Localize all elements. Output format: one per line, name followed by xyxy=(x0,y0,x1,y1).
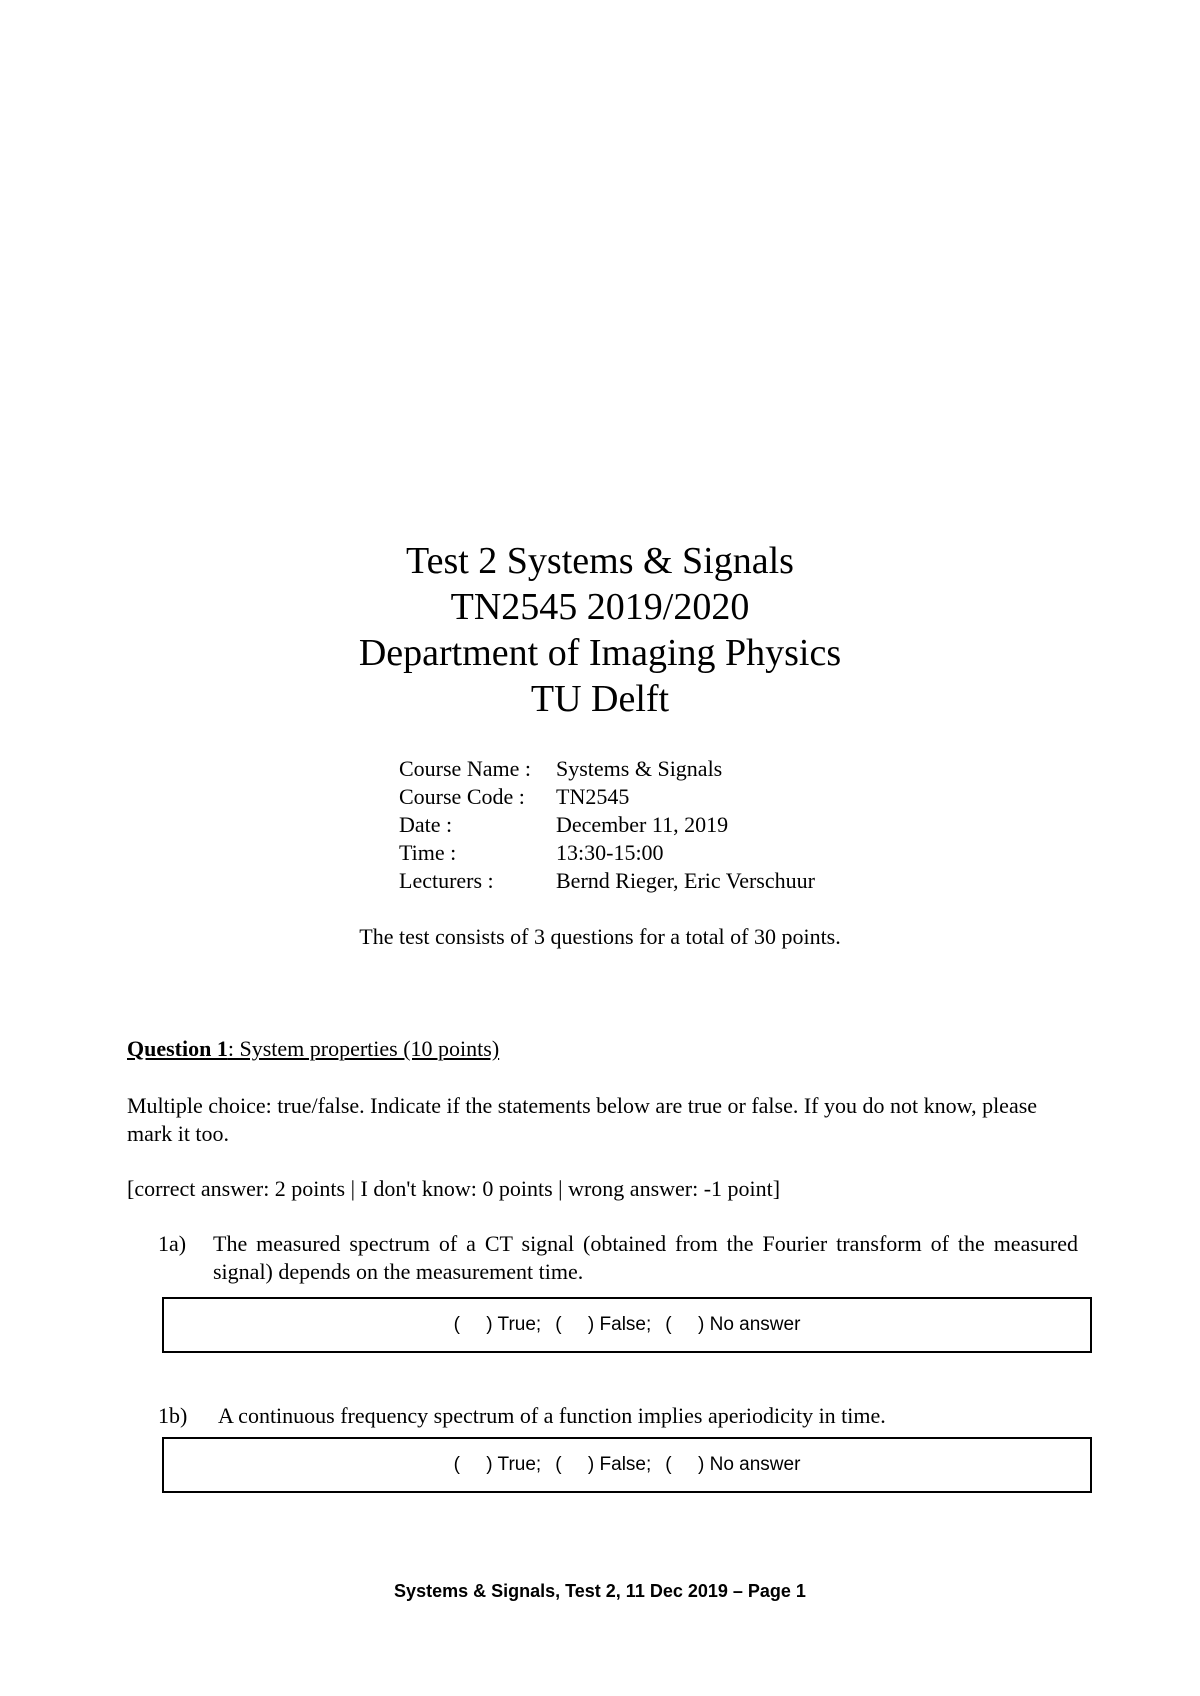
info-row-time xyxy=(399,839,815,867)
info-value: TN2545 xyxy=(556,784,630,809)
answer-box-1a xyxy=(162,1297,1092,1353)
statement-text: A continuous frequency spectrum of a function implies aperiodicity in time. xyxy=(218,1403,886,1428)
info-label: Date : xyxy=(399,812,453,837)
title-line-4: TU Delft xyxy=(530,678,670,720)
info-row-lecturers xyxy=(399,867,815,895)
answer-box-1b xyxy=(162,1437,1092,1493)
test-summary: The test consists of 3 questions for a total of 30 points. xyxy=(359,924,841,949)
info-label: Course Code : xyxy=(399,784,525,809)
course-info-table xyxy=(399,755,815,895)
info-value: Systems & Signals xyxy=(556,756,723,781)
question-1-scoring: [correct answer: 2 points | I don't know: 0 points | wrong answer: -1 point] xyxy=(127,1176,781,1201)
info-value: Bernd Rieger, Eric Verschuur xyxy=(556,868,815,893)
statement-number: 1b) xyxy=(158,1403,188,1428)
title-line-2: TN2545 2019/2020 xyxy=(450,586,750,628)
info-value: December 11, 2019 xyxy=(556,812,729,837)
option-false[interactable]: ( ) False; xyxy=(555,1454,652,1475)
statement-text: The measured spectrum of a CT signal (obtained from the Fourier transform of the measured signal) depends on the measurement time. xyxy=(213,1231,1078,1284)
question-1-instructions: Multiple choice: true/false. Indicate if the statements below are true or false. If you do not know, please mark it too. xyxy=(127,1093,1038,1146)
option-no-answer[interactable]: ( ) No answer xyxy=(665,1314,801,1335)
title-line-1: Test 2 Systems & Signals xyxy=(406,540,794,582)
info-value: 13:30-15:00 xyxy=(556,840,664,865)
statement-1a xyxy=(158,1230,1078,1286)
info-label: Course Name : xyxy=(399,756,531,781)
statement-number: 1a) xyxy=(158,1231,187,1256)
page-footer: Systems & Signals, Test 2, 11 Dec 2019 – Page 1 xyxy=(394,1581,806,1601)
question-1-heading xyxy=(127,1036,499,1062)
option-true[interactable]: ( ) True; xyxy=(453,1314,542,1335)
question-1-title: : System properties (10 points) xyxy=(227,1036,500,1061)
document-title xyxy=(0,538,1200,722)
info-row-date xyxy=(399,811,815,839)
info-label: Lecturers : xyxy=(399,868,494,893)
question-1-number: Question 1 xyxy=(127,1036,228,1061)
title-line-3: Department of Imaging Physics xyxy=(358,632,842,674)
info-label: Time : xyxy=(399,840,457,865)
option-false[interactable]: ( ) False; xyxy=(555,1314,652,1335)
option-no-answer[interactable]: ( ) No answer xyxy=(665,1454,801,1475)
info-row-course-name xyxy=(399,755,815,783)
option-true[interactable]: ( ) True; xyxy=(453,1454,542,1475)
statement-1b xyxy=(158,1402,1078,1430)
info-row-course-code xyxy=(399,783,815,811)
